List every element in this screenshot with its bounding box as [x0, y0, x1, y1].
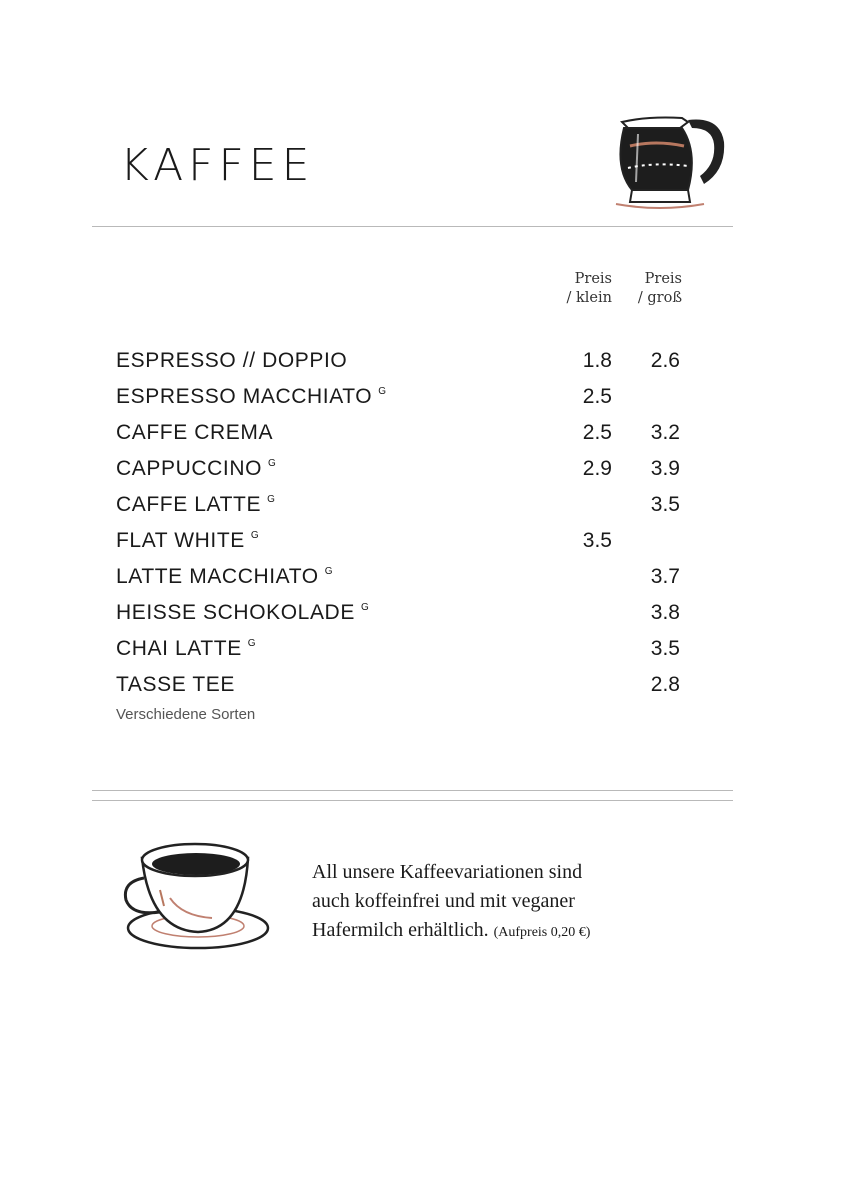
price-small: 2.5	[582, 385, 612, 408]
price-large: 2.6	[650, 349, 680, 372]
item-marker: G	[268, 458, 276, 469]
column-header-large: Preis / groß	[637, 271, 682, 306]
menu-item	[116, 489, 696, 525]
price-large: 2.8	[650, 673, 680, 696]
item-name: HEISSE SCHOKOLADE $^G$	[116, 601, 369, 624]
tea-note: Verschiedene Sorten	[116, 706, 256, 723]
coffee-cup-icon	[120, 838, 270, 950]
item-marker: G	[324, 566, 333, 577]
column-header-small: Preis / klein	[566, 271, 612, 306]
item-marker: G	[378, 386, 387, 397]
surcharge-note: (Aufpreis 0,20 €)	[493, 925, 591, 940]
menu-item	[116, 561, 696, 597]
menu-item	[116, 669, 696, 705]
menu-item	[116, 345, 696, 381]
price-large: 3.2	[650, 421, 680, 444]
item-marker: G	[360, 602, 369, 613]
item-name: CAFFE CREMA	[116, 421, 274, 444]
item-name: LATTE MACCHIATO $^G$	[116, 565, 333, 588]
menu-list	[116, 345, 696, 705]
price-small: 3.5	[582, 529, 612, 552]
menu-item	[116, 525, 696, 561]
footer-divider-bottom	[92, 800, 733, 801]
item-name: CHAI LATTE $^G$	[116, 637, 256, 660]
info-line-2: auch koffeinfrei und mit veganer	[312, 890, 575, 912]
info-line-3: Hafermilch erhältlich. (Aufpreis 0,20 €)	[312, 919, 591, 941]
price-small: 2.9	[582, 457, 612, 480]
price-large: 3.5	[650, 493, 680, 516]
item-name: CAFFE LATTE $^G$	[116, 493, 275, 516]
menu-item	[116, 453, 696, 489]
page-title: KAFFEE	[120, 140, 315, 191]
header-divider	[92, 226, 733, 227]
price-large: 3.5	[650, 637, 680, 660]
menu-item	[116, 381, 696, 417]
menu-item	[116, 633, 696, 669]
menu-item	[116, 417, 696, 453]
price-small: 1.8	[582, 349, 612, 372]
item-marker: G	[267, 494, 275, 505]
info-text	[312, 858, 712, 947]
price-small: 2.5	[582, 421, 612, 444]
item-name: TASSE TEE	[116, 673, 235, 696]
price-large: 3.8	[650, 601, 680, 624]
menu-item	[116, 597, 696, 633]
item-name: FLAT WHITE $^G$	[116, 529, 259, 552]
item-marker: G	[250, 530, 259, 541]
item-marker: G	[247, 638, 256, 649]
item-name: CAPPUCCINO $^G$	[116, 457, 276, 480]
price-large: 3.7	[650, 565, 680, 588]
item-name: ESPRESSO MACCHIATO $^G$	[116, 385, 387, 408]
coffee-pot-icon	[608, 112, 730, 212]
footer-divider-top	[92, 790, 733, 791]
info-line-1: All unsere Kaffeevariationen sind	[312, 861, 583, 883]
item-name: ESPRESSO // DOPPIO	[116, 349, 348, 372]
price-large: 3.9	[650, 457, 680, 480]
